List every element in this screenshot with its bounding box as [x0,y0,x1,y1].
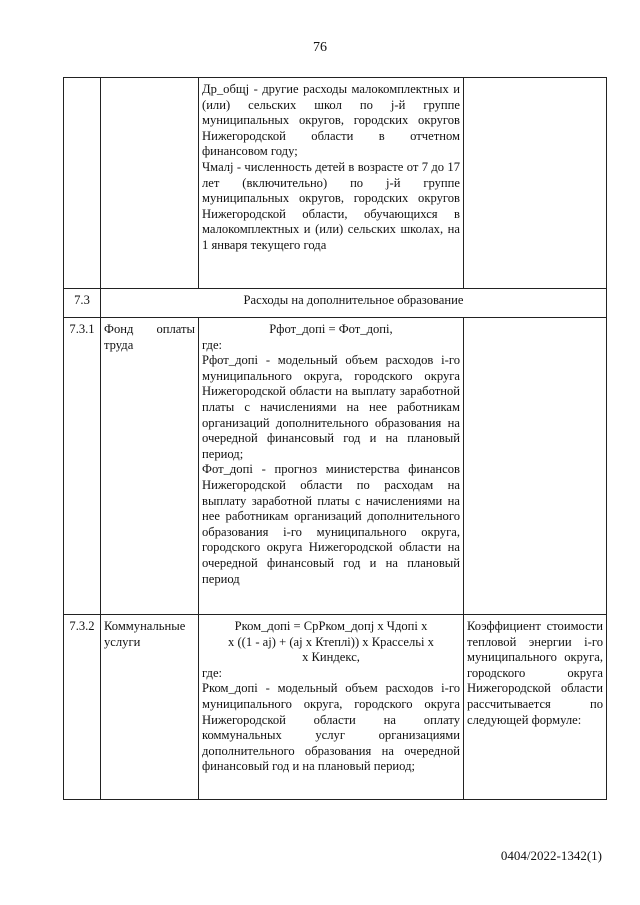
table-row-7-3-1 [64,318,607,615]
table-row-section [64,289,607,318]
row-name: Фонд оплаты труда [101,318,199,615]
definition-rfot: Рфот_допi - модельный объем расходов i-го муниципального округа, городского округа Нижегородской области на выплату заработной платы с начислениями на нее работникам организаций дополнительного образования на очередной финансовый год и на плановый период; [202,353,460,461]
document-code: 0404/2022-1342(1) [500,848,602,863]
where-label: где: [202,337,223,352]
definition-rkom: Рком_допi - модельный объем расходов i-го муниципального округа, городского округа Нижегородской области на оплату коммунальных услуг организациями дополнительного образования на очередной финансовый год и на плановый период; [202,681,460,774]
cell-method [199,615,464,800]
note-heat-coefficient: Коэффициент стоимости тепловой энергии i-го муниципального округа, городского округа Нижегородской области рассчитывается по следующей формуле: [467,619,603,727]
formula-line-2: x ((1 - aj) + (aj x Ктеплi)) x Крассельi x [228,634,434,649]
row-number: 7.3.2 [64,615,101,800]
definition-dr-obsh: Др_общj - другие расходы малокомплектных и (или) сельских школ по j-й группе муниципальных округов, городских округов Нижегородской области в отчетном финансовом году; [202,82,460,159]
row-number: 7.3.1 [64,318,101,615]
formula: Рфот_допi = Фот_допi, [269,322,393,336]
table-row-7-3-2 [64,615,607,800]
formula-line-1: Рком_допi = СрРком_допj x Чдопi x [234,619,428,633]
cell-notes [464,615,607,800]
definition-fot: Фот_допi - прогноз министерства финансов Нижегородской области по расходам на выплату заработной платы с начислениями на нее работникам организаций дополнительного образования i-го муниципального округа, городского округа Нижегородской области на очередной финансовый год и на плановый период [202,462,460,586]
methodology-table [63,77,607,800]
page-number: 76 [313,40,327,55]
cell-notes-empty [464,318,607,615]
formula-line-3: x Киндекс, [302,650,360,665]
cell-number-empty [64,78,101,289]
where-label: где: [202,665,223,680]
cell-method [199,318,464,615]
section-number: 7.3 [64,289,101,318]
section-title: Расходы на дополнительное образование [101,289,607,318]
cell-name-empty [101,78,199,289]
definition-ch-mal: Чмалj - численность детей в возрасте от 7 до 17 лет (включительно) по j-й группе муниципальных округов, городских округов Нижегородской области, обучающихся в малокомплектных и (или) сельских школах, на 1 января текущего года [202,159,460,252]
row-name: Коммунальные услуги [101,615,199,800]
cell-method [199,78,464,289]
cell-notes-empty [464,78,607,289]
table-row-continuation [64,78,607,289]
